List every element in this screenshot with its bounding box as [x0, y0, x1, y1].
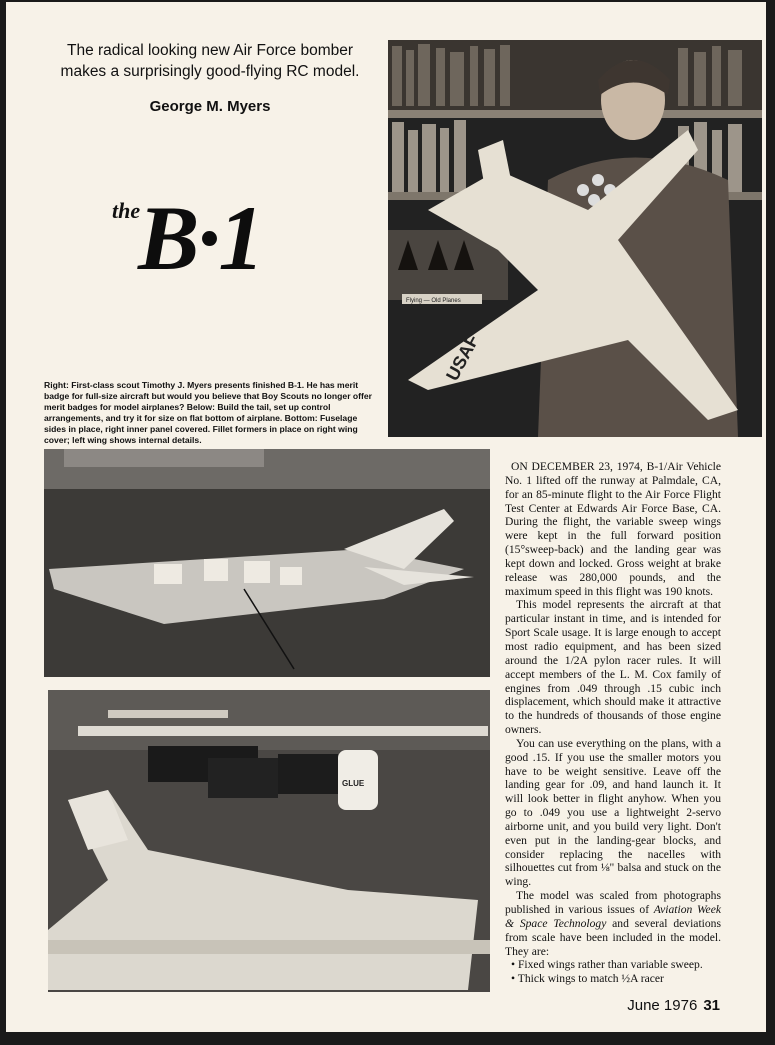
- body-paragraph-3: You can use everything on the plans, with a good .15. If you use the smaller motors you have to be weight sensitive. Leave off the landing gear for .09, and hand launch it. It will look better in flight anyhow. When you go to .049 you use a lightweight 2-servo airborne unit, and you build very light. Don't even put in the landing-gear blocks, and consider replacing the nacelles with silhouettes cut from ⅛" balsa and stuck on the wing.: [505, 736, 721, 889]
- fuselage-construction-graphic: [48, 690, 490, 992]
- deviations-list: [505, 958, 721, 986]
- body-paragraph-2: This model represents the aircraft at that particular instant in time, and is intended for Sport Scale usage. It is large enough to accept most radio equipment, and has been sized around the 1/2A pylon racer rules. It will accept members of the L. M. Cox family of engines from .049 through .15 cubic inch displacement, which should make it attractive to the hundreds of thousands of those engine owners.: [505, 598, 721, 737]
- body-paragraph-4: [505, 889, 721, 958]
- page-number: 31: [703, 997, 720, 1014]
- hero-photo-graphic: [388, 40, 762, 437]
- list-item: • Thick wings to match ½A racer: [511, 972, 664, 986]
- article-title: B·1: [138, 187, 263, 289]
- hero-photo: [388, 40, 762, 437]
- body-paragraph-1: ON DECEMBER 23, 1974, B-1/Air Vehicle No. 1 lifted off the runway at Palmdale, CA, for an 85-minute flight to the Air Force Flight Test Center at Edwards Air Force Base, CA. During the flight, the variable sweep wings were kept in the full forward position (15°sweep-back) and the landing gear was kept down and locked. Gross weight at brake release was 280,000 pounds, and the maximum speed in this flight was 190 knots.: [505, 460, 721, 598]
- magazine-reference: Aviation Week & Space Technology: [505, 903, 721, 930]
- fuselage-construction-photo: [48, 690, 490, 992]
- page-folio: [600, 997, 720, 1014]
- list-item: • Fixed wings rather than variable sweep.: [511, 958, 703, 972]
- article-deck: [45, 40, 375, 82]
- tail-assembly-photo: [44, 449, 490, 677]
- body-paragraph-4-pre: The model was scaled from photographs published in various issues of: [505, 889, 721, 916]
- body-paragraph-4-post: and several deviations from scale have been included in the model. They are:: [505, 916, 721, 958]
- title-prefix: the: [112, 198, 141, 223]
- tail-assembly-graphic: [44, 449, 490, 677]
- glue-label: GLUE: [342, 779, 365, 788]
- byline: George M. Myers: [149, 98, 271, 115]
- article-body: [505, 460, 721, 986]
- shelf-label: Flying — Old Planes: [406, 298, 461, 304]
- issue-date: June 1976: [627, 997, 698, 1014]
- deck-line-2: makes a surprisingly good-flying RC model.: [60, 63, 360, 80]
- deck-line-1: The radical looking new Air Force bomber: [66, 42, 354, 59]
- photo-caption: Right: First-class scout Timothy J. Myers presents finished B-1. He has merit badge for full-size aircraft but would you believe that Boy Scouts no longer offer merit badges for model airplanes? Below: Build the tail, set up control arrangements, and try it for size on flat bottom of airplane. Bottom: Fuselage sides in place, right inner panel covered. Fillet formers in place on right wing cover; left wing shows internal details.: [44, 380, 373, 445]
- usaf-marking: USAF: [442, 331, 483, 384]
